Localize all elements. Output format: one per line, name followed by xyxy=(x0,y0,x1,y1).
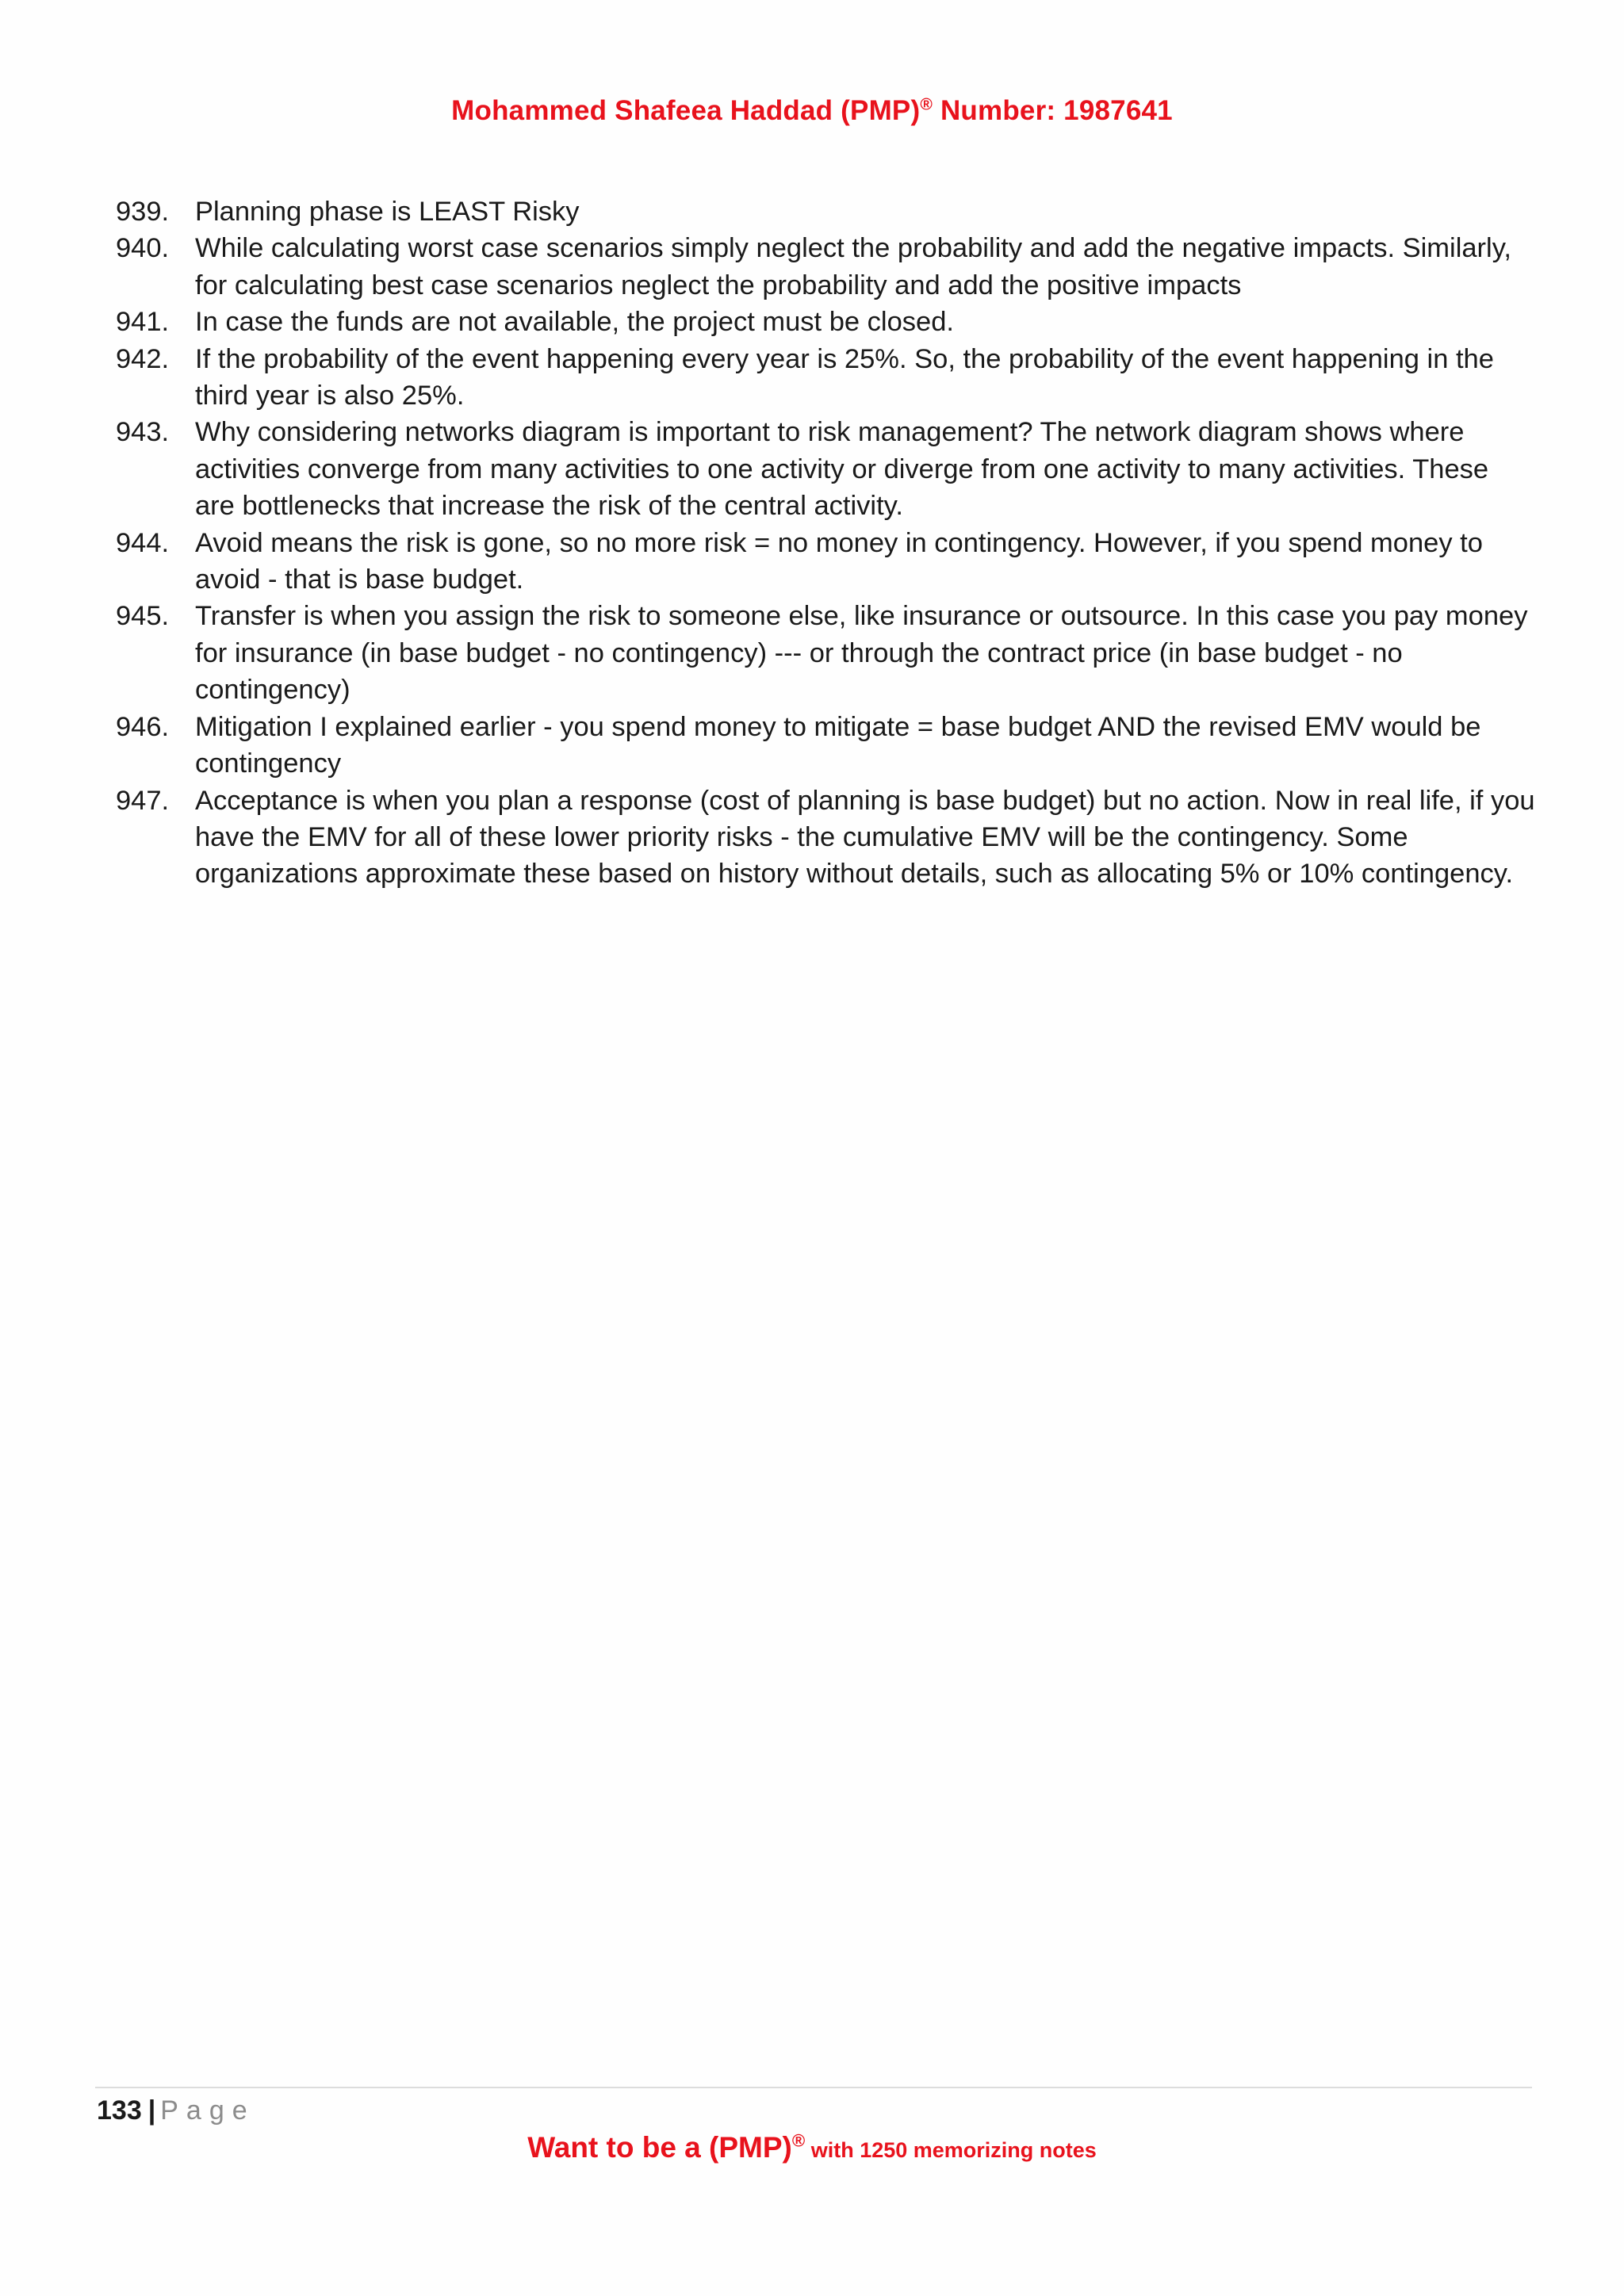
footer-title-subtext: with 1250 memorizing notes xyxy=(805,2138,1097,2162)
note-item xyxy=(116,304,1535,340)
note-text: Planning phase is LEAST Risky xyxy=(195,197,580,227)
footer-divider xyxy=(95,2087,1532,2088)
note-number: 939. xyxy=(116,197,170,227)
page-separator: | xyxy=(147,2095,156,2126)
footer-registered-mark: ® xyxy=(791,2130,806,2151)
page-number: 133 xyxy=(97,2095,142,2126)
notes-list xyxy=(116,193,1535,893)
note-item xyxy=(116,230,1535,304)
note-text: While calculating worst case scenarios simply neglect the probability and add the negative impacts. Similarly, for calculating best case scenarios neglect the probability and add the positive impacts xyxy=(195,233,1511,300)
header-title: Mohammed Shafeea Haddad (PMP) xyxy=(451,95,921,126)
header-registered-mark: ® xyxy=(920,95,933,114)
note-item xyxy=(116,193,1535,230)
note-item xyxy=(116,709,1535,783)
header-number: Number: 1987641 xyxy=(933,95,1173,126)
page-header xyxy=(0,95,1624,127)
footer-title xyxy=(0,2131,1624,2164)
note-text: In case the funds are not available, the project must be closed. xyxy=(195,307,954,338)
note-item xyxy=(116,783,1535,893)
note-item xyxy=(116,525,1535,599)
note-item xyxy=(116,414,1535,524)
note-item xyxy=(116,598,1535,708)
note-text: Mitigation I explained earlier - you spend money to mitigate = base budget AND the revised EMV would be contingency xyxy=(195,711,1481,779)
note-text: Avoid means the risk is gone, so no more risk = no money in contingency. However, if you spend money to avoid - that is base budget. xyxy=(195,527,1483,595)
note-text: If the probability of the event happening every year is 25%. So, the probability of the event happening in the third year is also 25%. xyxy=(195,343,1494,411)
note-number: 941. xyxy=(116,307,170,338)
note-number: 946. xyxy=(116,711,170,742)
page-word: Page xyxy=(160,2095,255,2126)
footer-title-main: Want to be a (PMP) xyxy=(527,2131,792,2164)
note-number: 943. xyxy=(116,417,170,448)
footer-page-indicator xyxy=(97,2093,255,2128)
note-item xyxy=(116,341,1535,415)
note-number: 942. xyxy=(116,343,170,374)
note-number: 944. xyxy=(116,527,170,558)
note-number: 940. xyxy=(116,233,170,264)
note-text: Transfer is when you assign the risk to someone else, like insurance or outsource. In this case you pay money for insurance (in base budget - no contingency) --- or through the contract price (in base budget - no contingency) xyxy=(195,601,1528,706)
note-text: Why considering networks diagram is important to risk management? The network diagram shows where activities converge from many activities to one activity or diverge from one activity to many activities. These are bottlenecks that increase the risk of the central activity. xyxy=(195,417,1489,522)
note-number: 945. xyxy=(116,601,170,632)
note-number: 947. xyxy=(116,785,170,816)
note-text: Acceptance is when you plan a response (cost of planning is base budget) but no action. Now in real life, if you have the EMV for all of these lower priority risks - the cumulative EMV will be the contingency. Some organizations approximate these based on history without details, such as allocating 5% or 10% contingency. xyxy=(195,785,1535,890)
